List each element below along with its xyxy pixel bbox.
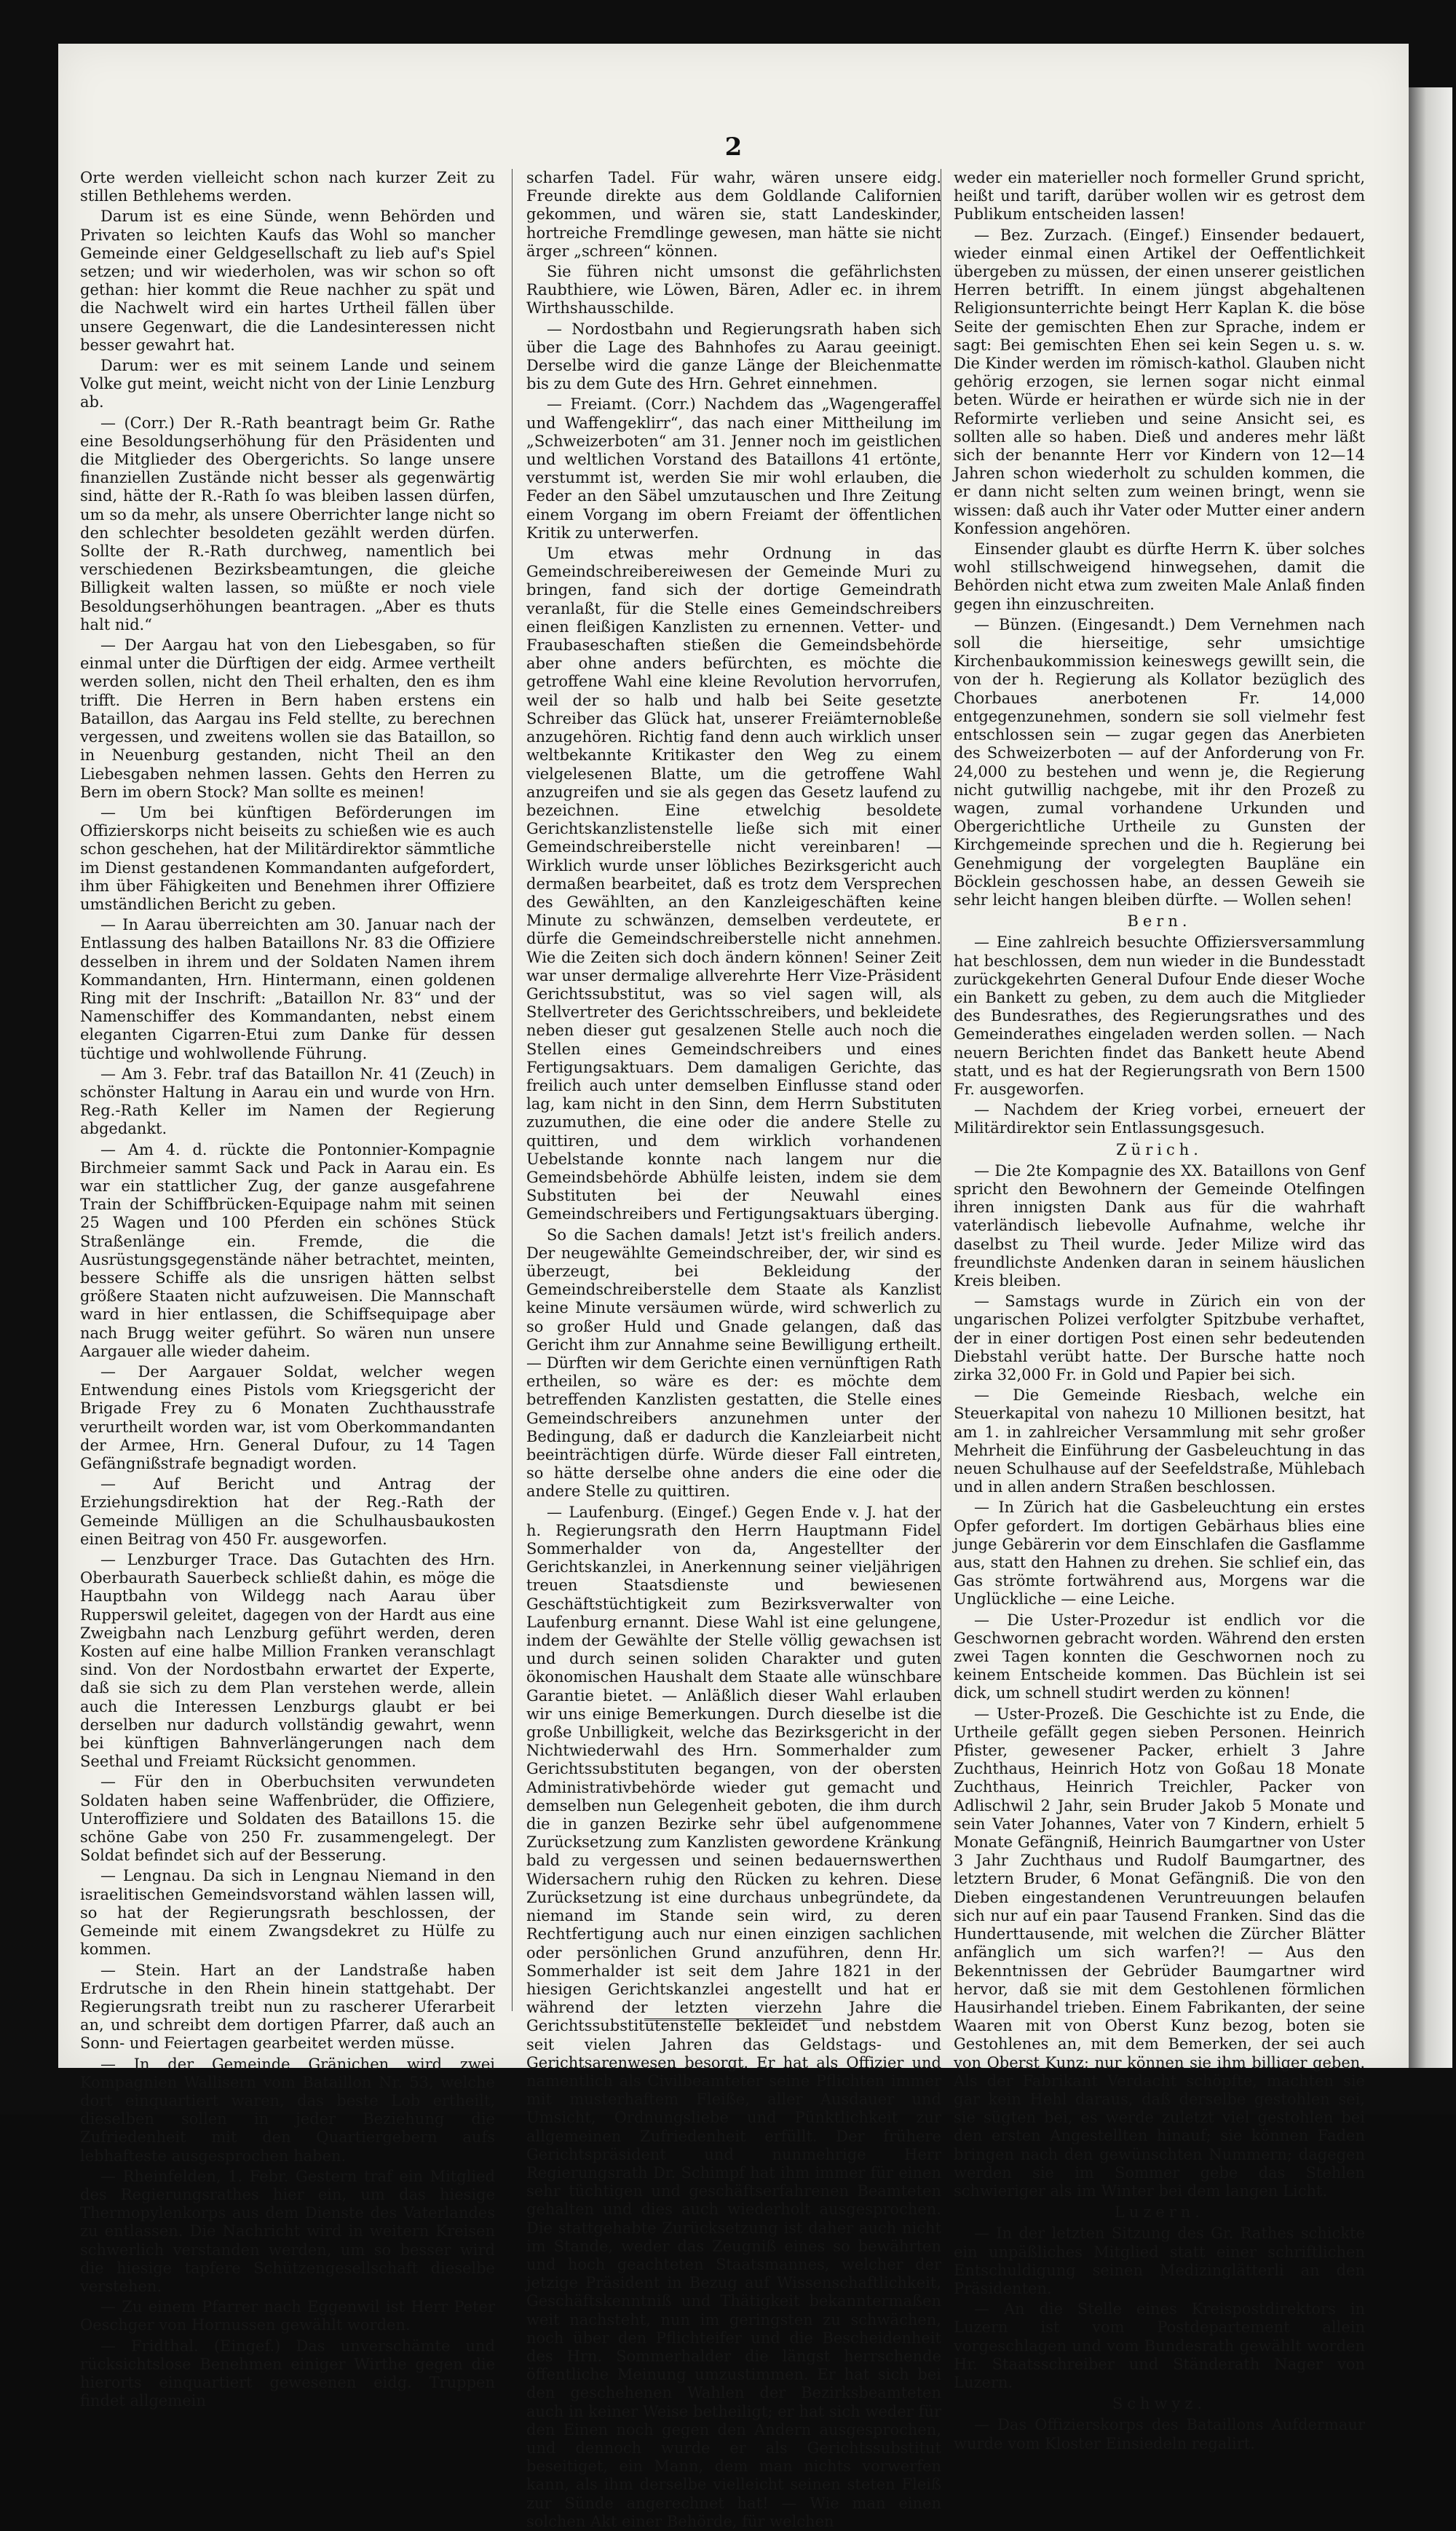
column-left	[80, 169, 495, 2410]
article-paragraph: — Samstags wurde in Zürich ein von der ungarischen Polizei verfolgter Spitzbube verhaftet, der in einer dortigen Post einen sehr bedeutenden Diebstahl verübt hatte. Der Bursche hatte noch zirka 32,000 Fr. in Gold und Papier bei sich.	[954, 1292, 1365, 1383]
article-paragraph: — (Corr.) Der R.-Rath beantragt beim Gr. Rathe eine Besoldungserhöhung für den Präsidenten und die Mitglieder des Obergerichts. So lange unsere finanziellen Zustände nicht besser als gegenwärtig sind, hätte der R.-Rath ſo was bleiben lassen dürfen, um so da mehr, als unsere Oberrichter lange nicht so den schlechter besoldeten gezählt werden dürfen. Sollte der R.-Rath durchweg, namentlich bei verschiedenen Bezirksbeamtungen, die gleiche Billigkeit walten lassen, so müßte er noch viele Besoldungserhöhungen beantragen. „Aber es thuts halt nid.“	[80, 414, 495, 633]
article-paragraph: — Das Offizierskorps des Bataillons Aufdermaur wurde vom Kloster Einsiedeln regalirt.	[954, 2416, 1365, 2452]
article-paragraph: — Lengnau. Da sich in Lengnau Niemand in den israelitischen Gemeindsvorstand wählen lassen will, so hat der Regierungsrath beschlossen, der Gemeinde mit einem Zwangsdekret zu Hülfe zu kommen.	[80, 1867, 495, 1959]
article-paragraph: — Für den in Oberbuchsiten verwundeten Soldaten haben seine Waffenbrüder, die Offiziere, Unteroffiziere und Soldaten des Bataillons 15. die schöne Gabe von 250 Fr. zusammengelegt. Der Soldat befindet sich auf der Besserung.	[80, 1773, 495, 1865]
section-heading: Zürich.	[1116, 1140, 1203, 1158]
end-rule	[644, 2018, 823, 2021]
article-paragraph: — Um bei künftigen Beförderungen im Offizierskorps nicht beiseits zu schießen wie es auch schon geschehen, hat der Militärdirektor sämmtliche im Dienst gestandenen Kommandanten aufgefordert, ihm über Fähigkeiten und Benehmen ihrer Offiziere umständlichen Bericht zu geben.	[80, 803, 495, 913]
article-paragraph: — Lenzburger Trace. Das Gutachten des Hrn. Oberbaurath Sauerbeck schließt dahin, es möge die Hauptbahn von Wildegg nach Aarau über Rupperswil geleitet, dagegen von der Hardt aus eine Zweigbahn nach Lenzburg geführt werden, deren Kosten auf eine halbe Million Franken veranschlagt sind. Von der Nordostbahn erwartet der Experte, daß sie sich zu dem Plan verstehen werde, allein auch die Interessen Lenzburgs glaubt er bei derselben nur dadurch vollständig gewahrt, wenn bei künftigen Bahnverlängerungen nach dem Seethal und Freiamt Rücksicht genommen.	[80, 1551, 495, 1771]
article-paragraph: — Die Gemeinde Riesbach, welche ein Steuerkapital von nahezu 10 Millionen besitzt, hat am 1. in zahlreicher Versammlung mit sehr großer Mehrheit die Einführung der Gasbeleuchtung in das neuen Schulhause auf der Seefeldstraße, Mühlebach und in allen andern Straßen beschlossen.	[954, 1386, 1365, 1496]
article-paragraph: — Stein. Hart an der Landstraße haben Erdrutsche in den Rhein hinein stattgehabt. Der Regierungsrath treibt nun zu rascherer Uferarbeit an, und schreibt dem dortigen Pfarrer, daß auch an Sonn- und Feiertagen gearbeitet werden müsse.	[80, 1961, 495, 2053]
article-paragraph: — Rheinfelden, 1. Febr. Gestern traf ein Mitglied des Regierungsrathes hier ein, um das hiesige Thermopylenkorps aus dem Dienste des Vaterlandes zu entlassen. Die Nachricht wird in weitern Kreisen schwerlich verstanden werden, um so besser wird die hiesige tapfere Schützengesellschaft dieselbe verstehen.	[80, 2167, 495, 2295]
article-paragraph: — Eine zahlreich besuchte Offiziersversammlung hat beschlossen, dem nun wieder in die Bundesstadt zurückgekehrten General Dufour Ende dieser Woche ein Bankett zu geben, zu dem auch die Mitglieder des Bundesrathes, des Regierungsrathes und des Gemeinderathes eingeladen werden sollen. — Nach neuern Berichten findet das Bankett heute Abend statt, und es hat der Regierungsrath von Bern 1500 Fr. ausgeworfen.	[954, 933, 1365, 1098]
article-paragraph: Um etwas mehr Ordnung in das Gemeindschreibereiwesen der Gemeinde Muri zu bringen, fand sich der dortige Gemeindrath veranlaßt, für die Stelle eines Gemeindschreibers einen fleißigen Kanzlisten zu ernennen. Vetter- und Fraubaseschaften stießen die Gemeindsbehörde aber ohne anders befürchten, es möchte die getroffene Wahl eine kleine Revolution hervorrufen, weil der so halb und halb bei Seite gesetzte Schreiber das Glück hat, unserer Freiämternobleße anzugehören. Richtig fand denn auch wirklich unser weltbekannte Kritikaster den Weg zu einem vielgelesenen Blatte, um die getroffene Wahl anzugreifen und sie als gegen das Gesetz laufend zu bezeichnen. Eine etwelchig besoldete Gerichtskanzlistenstelle ließe sich mit einer Gemeindschreiberstelle nicht vereinbaren! — Wirklich wurde unser löbliches Bezirksgericht auch dermaßen bearbeitet, daß es trotz dem Versprechen des Gewählten, an den Kanzleigeschäften keine Minute zu schwänzen, demselben verdeutete, er dürfe die Gemeindschreiberstelle nicht annehmen. Wie die Zeiten sich doch ändern können! Seiner Zeit war unser dermalige allverehrte Herr Vize-Präsident Gerichtssubstitut, was so viel sagen will, als Stellvertreter des Gerichtsschreibers, und bekleidete neben dieser gut gesalzenen Stelle auch noch die Stellen eines Gemeindschreibers und eines Fertigungsaktuars. Dem damaligen Gerichte, das freilich auch unter demselben Einflusse stand oder lag, kam nicht in den Sinn, dem Herrn Substituten zuzumuthen, die eine oder die andere Stelle zu quittiren, und dem wirklich vorhandenen Uebelstande konnte nach langem nur die Gemeindsbehörde Abhülfe leisten, indem sie dem Substituten bei der Neuwahl eines Gemeindschreibers und Fertigungsaktuars überging.	[526, 545, 941, 1223]
article-paragraph: — Der Aargau hat von den Liebesgaben, so für einmal unter die Dürftigen der eidg. Armee vertheilt werden sollen, nicht den Theil erhalten, den es ihm trifft. Die Herren in Bern haben erstens ein Bataillon, das Aargau ins Feld stellte, zu berechnen vergessen, und zweitens wollen sie das Bataillon, so in Neuenburg gestanden, nicht Theil an den Liebesgaben nehmen lassen. Gehts den Herren zu Bern im obern Stock? Man sollte es meinen!	[80, 636, 495, 801]
article-paragraph: — An die Stelle eines Kreispostdirektors in Luzern ist vom Postdepartement allein vorgeschlagen und vom Bundesrath gewählt worden Hr. Staatsschreiber und Ständerath Nager von Luzern.	[954, 2300, 1365, 2391]
page-number: 2	[724, 133, 743, 162]
article-paragraph: Einsender glaubt es dürfte Herrn K. über solches wohl stillschweigend hinwegsehen, damit die Behörden nicht etwa zum zweiten Male Anlaß finden gegen ihn einzuschreiten.	[954, 540, 1365, 613]
article-paragraph: — Auf Bericht und Antrag der Erziehungsdirektion hat der Reg.-Rath der Gemeinde Mülligen an die Schulhausbaukosten einen Beitrag von 450 Fr. ausgeworfen.	[80, 1475, 495, 1548]
article-paragraph: So die Sachen damals! Jetzt ist's freilich anders. Der neugewählte Gemeindschreiber, der, wir sind es überzeugt, bei Bekleidung der Gemeindschreiberstelle dem Staate als Kanzlist keine Minute versäumen würde, wird schwerlich zu so großer Huld und Gnade gelangen, daß das Gericht ihm zur Annahme seine Bewilligung ertheilt. — Dürften wir dem Gerichte einen vernünftigen Rath ertheilen, so wäre es der: es möchte dem betreffenden Kanzlisten gestatten, die Stelle eines Gemeindschreibers anzunehmen unter der Bedingung, daß er dadurch die Kanzleiarbeit nicht beeinträchtigen dürfe. Würde dieser Fall eintreten, so hätte derselbe ohne anders die eine oder die andere Stelle zu quittiren.	[526, 1225, 941, 1501]
article-paragraph: — Nordostbahn und Regierungsrath haben sich über die Lage des Bahnhofes zu Aarau geeinigt. Derselbe wird die ganze Länge der Bleichenmatte bis zu dem Gute des Hrn. Gehret einnehmen.	[526, 320, 941, 393]
article-paragraph: — Nachdem der Krieg vorbei, erneuert der Militärdirektor sein Entlassungsgesuch.	[954, 1101, 1365, 1137]
column-right	[954, 169, 1365, 2452]
article-paragraph: — Die 2te Kompagnie des XX. Bataillons von Genf spricht den Bewohnern der Gemeinde Otelfingen ihren innigsten Dank aus für die wahrhaft vaterländisch liebevolle Aufnahme, welche ihr daselbst zu Theil wurde. Jeder Milize wird das freundlichste Andenken daran in seinem häuslichen Kreis bleiben.	[954, 1161, 1365, 1290]
article-paragraph: — Der Aargauer Soldat, welcher wegen Entwendung eines Pistols vom Kriegsgericht der Brigade Frey zu 6 Monaten Zuchthausstrafe verurtheilt worden war, ist vom Oberkommandanten der Armee, Hrn. General Dufour, zu 14 Tagen Gefängnißstrafe begnadigt worden.	[80, 1363, 495, 1473]
article-paragraph: — Uster-Prozeß. Die Geschichte ist zu Ende, die Urtheile gefällt gegen sieben Personen. Heinrich Pfister, gewesener Packer, erhielt 3 Jahre Zuchthaus, Heinrich Hotz von Goßau 18 Monate Zuchthaus, Heinrich Treichler, Packer von Adlischwil 2 Jahr, sein Bruder Jakob 5 Monate und sein Vater Johannes, Vater von 7 Kindern, erhielt 5 Monate Gefängniß, Heinrich Baumgartner von Uster 3 Jahr Zuchthaus und Rudolf Baumgartner, des letztern Bruder, 6 Monat Gefängniß. Die von den Dieben eingestandenen Veruntreuungen belaufen sich nur auf ein paar Tausend Franken. Sind das die Hunderttausende, mit welchen die Zürcher Blätter anfänglich um sich warfen?! — Aus den Bekenntnissen der Gebrüder Baumgartner wird hervor, daß sie mit dem Gestohlenen förmlichen Hausirhandel trieben. Einem Fabrikanten, der seine Waaren mit von Oberst Kunz bezog, boten sie Gestohlenes an, mit dem Bemerken, der sei auch von Oberst Kunz; nur können sie ihm billiger geben. Als der Fabrikant Verdacht schöpfte, machten sie gar kein Hehl daraus, daß derselbe gestohlen sei, sie sügten bei, es werde zuletzt viel gestohlen bei den ersten Angestellten hinauf; sie können Faden bringen nach den gewünschten Nummern; dagegen werden sie im Sommer gebe das Stehlen schwieriger als im Winter bei dem langen Licht.	[954, 1705, 1365, 2200]
article-paragraph: — Am 4. d. rückte die Pontonnier-Kompagnie Birchmeier sammt Sack und Pack in Aarau ein. Es war ein stattlicher Zug, der ganze ausgefahrene Train der Schiffbrücken-Equipage nahm mit seinen 25 Wagen und 100 Pferden ein schönes Stück Straßenlänge ein. Fremde, die die Ausrüstungsgegenstände näher betrachtet, meinten, bessere Schiffe als die unsrigen hätten selbst größere Staaten nicht aufzuweisen. Die Mannschaft ward in hier entlassen, die Schiffsequipage aber nach Brugg weiter geführt. So wären nun unsere Aargauer alle wieder daheim.	[80, 1140, 495, 1360]
section-heading: Luzern.	[1114, 2203, 1205, 2222]
article-paragraph: — Laufenburg. (Eingef.) Gegen Ende v. J. hat der h. Regierungsrath den Herrn Hauptmann Fidel Sommerhalder von da, Angestellter der Gerichtskanzlei, in Anerkennung seiner vieljährigen treuen Staatsdienste und bewiesenen Geschäftstüchtigkeit zum Bezirksverwalter von Laufenburg ernannt. Diese Wahl ist eine gelungene, indem der Gewählte der Stelle völlig gewachsen ist und durch seinen soliden Charakter und guten ökonomischen Haushalt dem Staate alle wünschbare Garantie bietet. — Anläßlich dieser Wahl erlauben wir uns einige Bemerkungen. Durch dieselbe ist die große Unbilligkeit, welche das Bezirksgericht in der Nichtwiederwahl des Hrn. Sommerhalder zum Gerichtssubstituten begangen, von der obersten Administrativbehörde wieder gut gemacht und demselben nun Gelegenheit geboten, die ihm durch die in ganzen Bezirke sehr übel aufgenommene Zurücksetzung zum Kanzlisten gewordene Kränkung bald zu vergessen und seinen bedauernswerthen Widersachern ruhig den Rücken zu kehren. Diese Zurücksetzung ist eine durchaus unbegründete, da niemand im Stande sein wird, zu deren Rechtfertigung auch nur einen einzigen sachlichen oder persönlichen Grund anzuführen, denn Hr. Sommerhalder ist seit dem Jahre 1821 in der hiesigen Gerichtskanzlei angestellt und hat er während der letzten vierzehn Jahre die Gerichtssubstitutenstelle bekleidet und nebstdem seit vielen Jahren das Geldstags- und Gerichtsarenwesen besorgt. Er hat als Offizier und namentlich als Civilbeamteter seine Pflichten immer mit musterhaftem Fleiße, aller Ausdauer und Umsicht, Ordnungsliebe und Pünktlichkeit zur allgemeinen Zufriedenheit erfüllt. Der frühere Gerichtspräsident und nunmehrige Herr Regierungsrath Dr. Schimpf hat ihm immer für einen sehr tüchtigen und geschäftserfahrenen Beamteten gehalten und dies auch wiederholt ausgesprochen. Die stattgehabte Zurücksetzung ist daher auch nicht im Stande, weder das Zeugniß eines so bewährten und hoch geachteten Staatsmannes, welcher der jetzige Präsident in Bezug auf Wissenschaftlichkeit, Geschäftskenntniß und Thätigkeit bekanntermaßen weit nachsteht, nun im geringsten zu schwächen, noch über den Pflichteifer und die Bescheidenheit des Hrn. Sommerhalder die längst herrschende öffentliche Meinung umzustimmen. Er hat sich bei den geschehenen Wahlen der Bezirksbeamteten auch in keiner Weise betheiligt; er hat sich weder für den Einen noch gegen den Andern ausgesprochen, und dennoch wurde er als Gerichtssubstitut beseitiget, ein Mann, dem man nichts vorwerfen kann, als ihm derselbe vielleicht seinen steten Fleiß zur Sünde angerechnet hat! — Wie man einen solchen Akt einer Behörde, für welchen	[526, 1503, 941, 2530]
article-paragraph: — Bez. Zurzach. (Eingef.) Einsender bedauert, wieder einmal einen Artikel der Oeffentlichkeit übergeben zu müssen, der einen unserer geistlichen Herren betrifft. In einem jüngst abgehaltenen Religionsunterrichte beingt Herr Kaplan K. die böse Seite der gemischten Ehen zur Sprache, indem er sagt: Bei gemischten Ehen sei kein Segen u. s. w. Die Kinder werden im römisch-kathol. Glauben nicht gehörig erzogen, sie lernen sogar nicht einmal beten. Würde er heirathen er würde sich nie in der Reformirte verlieben und seine Ansicht sei, es sollten alle so haben. Dieß und anderes mehr läßt sich der benannte Herr vor Kindern von 12—14 Jahren schon wiederholt zu schulden kommen, die er dann nicht selten zum weinen bringt, wenn sie wissen: daß auch ihr Vater oder Mutter einer andern Konfession angehören.	[954, 226, 1365, 537]
article-paragraph: Sie führen nicht umsonst die gefährlichsten Raubthiere, wie Löwen, Bären, Adler ec. in ihrem Wirthshausschilde.	[526, 263, 941, 317]
article-paragraph: — Bünzen. (Eingesandt.) Dem Vernehmen nach soll die hierseitige, sehr umsichtige Kirchenbaukommission keineswegs gewillt sein, die von der h. Regierung als Kollator bezüglich des Chorbaues anerbotenen Fr. 14,000 entgegenzunehmen, sondern sie soll vielmehr fest entschlossen sein — zugar gegen das Anerbieten des Schweizerboten — auf der Anforderung von Fr. 24,000 zu bestehen und wenn je, die Regierung nicht gutwillig nachgebe, mit ihr den Prozeß zu wagen, zumal vorhandene Urkunden und Obergerichtliche Urtheile zu Gunsten der Kirchgemeinde sprechen und die h. Regierung bei Genehmigung der vorgelegten Baupläne ein Böcklein geschossen habe, an dessen Geweih sie sehr leicht hangen bleiben dürfte. — Wollen sehen!	[954, 615, 1365, 909]
article-paragraph: Darum: wer es mit seinem Lande und seinem Volke gut meint, weicht nicht von der Linie Lenzburg ab.	[80, 357, 495, 411]
newspaper-page	[58, 44, 1409, 2530]
column-divider	[512, 169, 513, 2011]
article-paragraph: — In Zürich hat die Gasbeleuchtung ein erstes Opfer gefordert. Im dortigen Gebärhaus blies eine junge Gebärerin vor dem Einschlafen die Gasflamme aus, statt den Hahnen zu drehen. Sie schlief ein, das Gas strömte fortwährend aus, Morgens war die Unglückliche — eine Leiche.	[954, 1499, 1365, 1608]
article-paragraph: — Die Uster-Prozedur ist endlich vor die Geschwornen gebracht worden. Während den ersten zwei Tagen konnten die Geschwornen noch zu keinem Entscheide kommen. Das Büchlein ist sei dick, um schnell studirt werden zu können!	[954, 1611, 1365, 1702]
article-paragraph: — Fridthal. (Eingef.) Das unverschämte und rücksichtslose Benehmen einiger Wirthe gegen die hierorts einquartiert gewesenen eidg. Truppen findet allgemein	[80, 2337, 495, 2410]
article-paragraph: — In der Gemeinde Gränichen wird zwei Kompagnien Wallisern vom Bataillon Nr. 53, welche dort einquartiert waren, das beste Lob ertheilt, dieselben sollen in jeder Beziehung die Zufriedenheit mit den Quartiergebern aufs lebhafteste ausgesprochen haben.	[80, 2055, 495, 2165]
article-paragraph: Orte werden vielleicht schon nach kurzer Zeit zu stillen Bethlehems werden.	[80, 169, 495, 205]
article-paragraph: weder ein materieller noch formeller Grund spricht, heißt und tarift, darüber wollen wir es getrost dem Publikum entscheiden lassen!	[954, 169, 1365, 224]
article-paragraph: — Zu einem Pfarrer nach Eggenwil ist Herr Peter Oeschger von Hornussen gewählt worden.	[80, 2298, 495, 2334]
article-paragraph: — Freiamt. (Corr.) Nachdem das „Wagengeraffel und Waffengeklirr“, das nach einer Mittheilung im „Schweizerboten“ am 31. Jenner noch im geistlichen und weltlichen Vorstand des Bataillons 41 ertönte, verstummt ist, werden Sie mir wohl erlauben, die Feder an den Säbel umzutauschen und Ihre Zeitung einem Vorgang im obern Freiamt der öffentlichen Kritik zu unterwerfen.	[526, 395, 941, 542]
section-heading: Schwyz.	[1112, 2395, 1207, 2413]
article-paragraph: Darum ist es eine Sünde, wenn Behörden und Privaten so leichten Kaufs das Wohl so mancher Gemeinde einer Geldgesellschaft zu lieb auf's Spiel setzen; und wir wiederholen, was wir schon so oft gethan: hier kommt die Reue nachher zu spät und die Nachwelt wird ein hartes Urtheil fällen über unsere Gegenwart, die die Landesinteressen nicht besser gewahrt hat.	[80, 208, 495, 354]
article-paragraph: — In der letzten Sitzung des Gr. Rathes schickte ein unpäßliches Mitglied statt einer schriftlichen Entschuldigung seinen Medizinglätterli an den Präsidenten.	[954, 2224, 1365, 2297]
section-heading: Bern.	[1127, 912, 1192, 931]
adjacent-page-edge	[1409, 87, 1452, 2068]
article-paragraph: — Am 3. Febr. traf das Bataillon Nr. 41 (Zeuch) in schönster Haltung in Aarau ein und wurde von Hrn. Reg.-Rath Keller im Namen der Regierung abgedankt.	[80, 1065, 495, 1138]
column-middle	[526, 169, 941, 2530]
article-paragraph: — In Aarau überreichten am 30. Januar nach der Entlassung des halben Bataillons Nr. 83 die Offiziere desselben in ihrem und der Soldaten Namen ihrem Kommandanten, Hrn. Hintermann, einen goldenen Ring mit der Inschrift: „Bataillon Nr. 83“ und der Namenschiffer des Kommandanten, nebst einem eleganten Cigarren-Etui zum Danke für dessen tüchtige und wohlwollende Führung.	[80, 916, 495, 1062]
article-paragraph: scharfen Tadel. Für wahr, wären unsere eidg. Freunde direkte aus dem Goldlande Californien gekommen, und wären sie, statt Landeskinder, hortreiche Fremdlinge gewesen, man hätte sie nicht ärger „schreen“ können.	[526, 169, 941, 260]
